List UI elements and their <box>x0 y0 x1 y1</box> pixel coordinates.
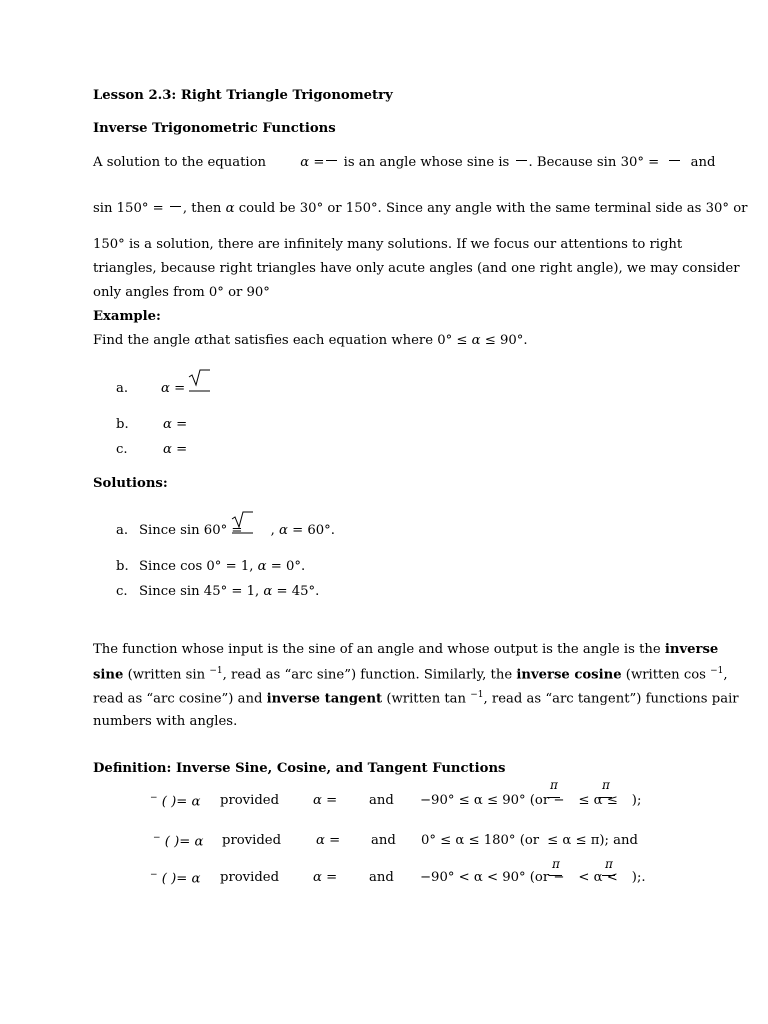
example-item-expr: α = <box>163 442 188 457</box>
p1-line3: 150° is a solution, there are infinitely many solutions. If we focus our attentions to right <box>93 237 683 252</box>
alpha-symbol: α <box>279 523 288 538</box>
superscript: − <box>153 833 161 843</box>
alpha-symbol: α <box>471 333 481 348</box>
para2-text: , read as “arc sine”) function. Similarly, the <box>222 667 513 683</box>
solution-b <box>139 559 305 574</box>
p1-line1 <box>93 155 715 170</box>
solution-label: b. <box>116 559 129 574</box>
and-label: and <box>371 833 396 848</box>
solution-label: c. <box>116 584 128 599</box>
para2-text: (written sin <box>127 667 206 683</box>
p1-line5: only angles from 0° or 90° <box>93 285 270 300</box>
term-sine: sine <box>93 667 124 683</box>
range-row-3 <box>420 870 646 885</box>
pi-symbol: π <box>550 778 558 792</box>
example-prompt-c: ≤ 90°. <box>484 333 528 348</box>
example-item-expr: α = <box>161 381 186 396</box>
pi-symbol: π <box>552 857 560 871</box>
p1-line2-b: , then <box>182 201 222 216</box>
superscript: − <box>150 870 158 880</box>
example-prompt-a: Find the angle <box>93 333 191 348</box>
provided-label: provided <box>222 833 282 848</box>
fraction-line <box>547 797 560 798</box>
solution-label: a. <box>116 523 129 538</box>
alpha-eq: α = <box>316 833 341 848</box>
para2-line4: numbers with angles. <box>93 714 238 729</box>
inverse-cosine-expr: ( )= α <box>164 834 204 850</box>
alpha-symbol: α <box>257 559 267 574</box>
superscript: −1 <box>470 690 484 700</box>
range-text: ); <box>631 793 642 808</box>
p1-start: A solution to the equation <box>93 155 267 170</box>
range-text: −90° < α < 90° (or − <box>420 870 565 885</box>
para2-text: (written tan <box>386 691 467 707</box>
term-inverse: inverse <box>664 642 719 657</box>
alpha-eq: α = <box>313 870 338 885</box>
provided-label: provided <box>220 870 280 885</box>
para2-text: (written cos <box>625 667 706 683</box>
solution-text: Since cos 0° = 1, <box>139 559 254 574</box>
range-row-2 <box>421 833 638 848</box>
solution-comma: , <box>270 523 275 538</box>
lesson-title: Lesson 2.3: Right Triangle Trigonometry <box>93 88 393 103</box>
term-inverse-tangent: inverse tangent <box>266 691 383 707</box>
example-item-label: a. <box>116 381 129 396</box>
inverse-tangent-expr: ( )= α <box>161 871 201 887</box>
range-row-1 <box>420 793 641 808</box>
range-text: 0° ≤ α ≤ 180° (or <box>421 833 540 848</box>
and-label: and <box>369 870 394 885</box>
range-text: < α < <box>578 870 618 885</box>
and-label: and <box>369 793 394 808</box>
para2-line3 <box>93 690 739 706</box>
p1-line2-a: sin 150° = <box>93 201 164 216</box>
solution-text: Since sin 45° = 1, <box>139 584 260 599</box>
para2-line1 <box>93 642 718 657</box>
fraction-line <box>602 875 615 876</box>
example-item-label: b. <box>116 417 129 432</box>
alpha-eq: α = <box>313 793 338 808</box>
inverse-sine-expr: ( )= α <box>161 794 201 810</box>
solution-result: = 60°. <box>292 523 335 538</box>
example-item-label: c. <box>116 442 128 457</box>
term-inverse-cosine: inverse cosine <box>516 667 622 683</box>
p1-and: and <box>690 155 716 170</box>
fraction-line <box>599 797 612 798</box>
fraction-dash <box>516 160 527 161</box>
example-prompt <box>93 333 528 348</box>
section-heading: Inverse Trigonometric Functions <box>93 121 336 136</box>
sqrt-fraction-icon <box>231 510 255 536</box>
pi-symbol: π <box>602 778 610 792</box>
provided-label: provided <box>220 793 280 808</box>
definition-row-2 <box>153 833 203 849</box>
fraction-dash <box>326 160 337 161</box>
definition-row-3 <box>150 870 200 886</box>
p1-mid: is an angle whose sine is <box>343 155 510 170</box>
p1-because: . Because sin 30° = <box>528 155 660 170</box>
solutions-heading: Solutions: <box>93 476 168 491</box>
sqrt-fraction-icon <box>188 368 212 394</box>
p1-line2 <box>93 201 747 216</box>
superscript: − <box>150 793 158 803</box>
para2-text: , <box>723 667 728 683</box>
alpha-symbol: α <box>263 584 273 599</box>
p1-line4: triangles, because right triangles have only acute angles (and one right angle), we may consider <box>93 261 740 276</box>
example-prompt-b: that satisfies each equation where 0° ≤ <box>203 333 468 348</box>
range-text: −90° ≤ α ≤ 90° (or − <box>420 793 565 808</box>
para2-text: , read as “arc tangent”) functions pair <box>483 691 739 707</box>
fraction-line <box>549 875 562 876</box>
superscript: −1 <box>209 666 223 676</box>
example-heading: Example: <box>93 309 161 324</box>
definition-heading: Definition: Inverse Sine, Cosine, and Tangent Functions <box>93 761 506 776</box>
alpha-symbol: α <box>194 333 204 348</box>
pi-symbol: π <box>605 857 613 871</box>
alpha-symbol: α <box>225 201 235 216</box>
fraction-dash <box>170 206 181 207</box>
p1-line2-c: could be 30° or 150°. Since any angle with the same terminal side as 30° or <box>238 201 748 216</box>
solution-result: = 45°. <box>276 584 320 599</box>
range-text: );. <box>631 870 646 885</box>
para2-text: The function whose input is the sine of an angle and whose output is the angle is the <box>93 642 661 657</box>
definition-row-1 <box>150 793 200 809</box>
solution-c <box>139 584 319 599</box>
para2-line2 <box>93 666 728 682</box>
fraction-dash <box>669 160 680 161</box>
range-text: ≤ α ≤ <box>578 793 618 808</box>
solution-result: = 0°. <box>270 559 306 574</box>
p1-alpha-eq: α = <box>300 155 325 170</box>
para2-text: read as “arc cosine”) and <box>93 691 263 707</box>
solution-text: Since sin 60° = <box>139 523 243 538</box>
example-item-expr: α = <box>163 417 188 432</box>
range-text: ≤ α ≤ π); and <box>547 833 638 848</box>
superscript: −1 <box>710 666 724 676</box>
